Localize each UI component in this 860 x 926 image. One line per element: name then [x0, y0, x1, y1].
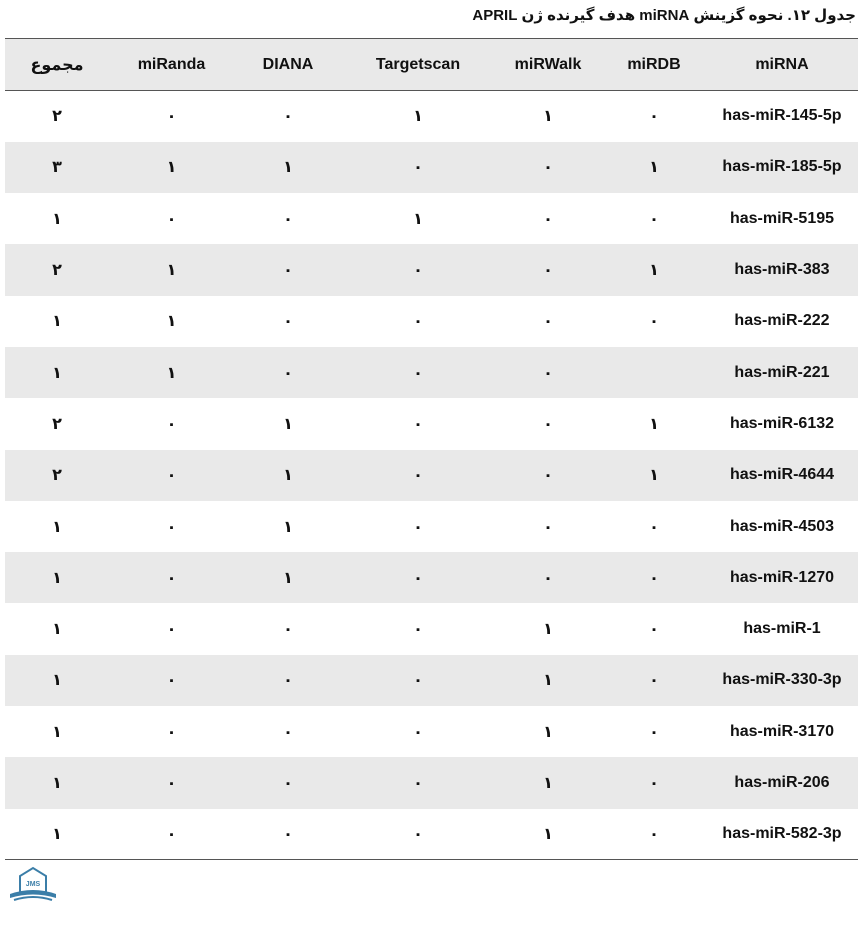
table-row [5, 706, 858, 757]
table-cell: ۰ [413, 518, 423, 536]
table-cell: ۰ [543, 159, 553, 177]
table-row [5, 603, 858, 654]
table-cell: ۱ [543, 672, 553, 690]
table-cell: ۰ [413, 415, 423, 433]
mirna-name-cell: has-miR-221 [734, 363, 830, 381]
table-cell: ۱ [649, 467, 659, 485]
table-cell: ۱ [52, 518, 62, 536]
table-cell: ۱ [166, 159, 177, 177]
logo-text: JMS [25, 881, 41, 888]
mirna-name-cell: has-miR-3170 [729, 722, 835, 740]
table-cell: ۰ [413, 775, 423, 792]
table-cell: ۱ [543, 108, 553, 126]
table-cell: ۰ [283, 672, 293, 690]
mirna-name-cell: has-miR-1 [743, 620, 821, 638]
table-cell: ۰ [413, 313, 423, 331]
table-row [5, 655, 858, 706]
table-cell: ۰ [166, 108, 177, 126]
table-cell: ۰ [166, 210, 177, 228]
column-header: DIANA [234, 39, 342, 91]
table-cell: ۱ [649, 159, 659, 177]
table-cell: ۲ [52, 108, 62, 126]
table-cell: ۱ [166, 262, 177, 280]
table-cell: ۰ [166, 467, 177, 485]
mirna-name-cell: has-miR-145-5p [722, 107, 842, 125]
table-cell: ۱ [649, 262, 659, 280]
table-cell: ۱ [283, 415, 293, 433]
table-cell: ۱ [52, 364, 62, 382]
column-header: miRDB [602, 39, 706, 91]
table-cell: ۰ [543, 262, 553, 280]
mirna-name-cell: has-miR-222 [734, 312, 830, 330]
table-cell: ۱ [413, 108, 423, 126]
table-cell: ۲ [52, 415, 62, 433]
table-cell: ۰ [413, 723, 423, 741]
table-cell: ۱ [52, 723, 62, 741]
table-row [5, 193, 858, 244]
column-header: miRWalk [494, 39, 602, 91]
table-cell: ۱ [5, 809, 109, 860]
table-cell: ۰ [166, 415, 177, 433]
mirna-name-cell: has-miR-1270 [729, 568, 835, 586]
table-row [5, 501, 858, 552]
table-cell: ۰ [283, 313, 293, 331]
table-row [5, 450, 858, 501]
table-cell: ۰ [283, 108, 293, 126]
table-row [5, 347, 858, 398]
table-cell: ۰ [543, 210, 553, 228]
mirna-table [5, 38, 858, 860]
table-cell: ۰ [649, 313, 659, 331]
table-cell: ۰ [166, 569, 177, 587]
table-cell: ۰ [413, 262, 423, 280]
table-row [5, 91, 858, 142]
table-cell: ۰ [109, 809, 234, 860]
table-cell: ۰ [166, 672, 177, 690]
column-header: Targetscan [342, 39, 494, 91]
table-cell: ۱ [52, 672, 62, 690]
table-cell: ۱ [52, 569, 62, 587]
table-cell: ۰ [234, 809, 342, 860]
table-cell: ۰ [166, 621, 177, 639]
mirna-name-cell: has-miR-5195 [729, 209, 835, 227]
table-cell: ۰ [413, 672, 423, 690]
table-header-row [5, 39, 858, 91]
column-header: miRanda [109, 39, 234, 91]
table-cell: ۱ [413, 210, 423, 228]
table-cell: ۰ [166, 518, 177, 536]
table-cell: ۰ [166, 723, 177, 741]
table-cell: ۰ [342, 809, 494, 860]
table-cell: ۰ [543, 364, 553, 382]
table-cell: ۰ [543, 518, 553, 536]
table-cell: ۱ [52, 621, 62, 639]
table-cell: ۱ [283, 569, 293, 587]
table-cell: ۱ [283, 467, 293, 485]
table-cell: ۱ [283, 159, 293, 177]
table-row [5, 142, 858, 193]
table-cell: ۰ [543, 569, 553, 587]
table-cell: ۱ [494, 809, 602, 860]
table-cell: ۰ [283, 775, 293, 792]
mirna-name-cell: has-miR-4503 [729, 517, 835, 535]
table-row [5, 244, 858, 295]
table-cell: ۰ [283, 621, 293, 639]
table-cell: ۱ [166, 364, 177, 382]
column-header: miRNA [706, 39, 858, 91]
table-cell: ۲ [52, 467, 62, 485]
table-cell: ۱ [543, 723, 553, 741]
table-row [5, 398, 858, 449]
table-cell: ۰ [649, 672, 659, 690]
table-cell: ۰ [543, 415, 553, 433]
table-cell: ۱ [283, 518, 293, 536]
mirna-name-cell: has-miR-206 [734, 774, 830, 791]
table-cell: ۱ [543, 775, 553, 792]
table-cell: ۱ [52, 210, 62, 228]
table-cell: ۰ [649, 569, 659, 587]
table-cell: ۰ [543, 313, 553, 331]
table-caption: جدول ۱۲. نحوه گزینش miRNA هدف گیرنده ژن APRIL [472, 7, 856, 24]
mirna-name-cell: has-miR-185-5p [722, 158, 842, 176]
table-cell: ۱ [52, 775, 62, 792]
table-cell: ۰ [649, 775, 659, 792]
mirna-name-cell: has-miR-383 [734, 261, 830, 279]
table-cell: ۰ [166, 775, 177, 792]
table-cell: ۰ [602, 809, 706, 860]
table-row [5, 296, 858, 347]
mirna-name-cell: has-miR-6132 [729, 414, 835, 432]
mirna-name-cell: has-miR-330-3p [722, 671, 842, 689]
table-cell: ۰ [283, 210, 293, 228]
table-cell: ۰ [283, 262, 293, 280]
column-header: مجموع [5, 39, 109, 91]
table-cell: ۰ [649, 621, 659, 639]
table-cell: ۰ [649, 210, 659, 228]
table-cell: ۱ [649, 415, 659, 433]
table-cell: ۰ [283, 723, 293, 741]
table-cell: ۰ [413, 159, 423, 177]
table-row [5, 809, 858, 860]
table-cell: ۱ [166, 313, 177, 331]
table-cell: ۳ [52, 159, 62, 177]
mirna-name-cell: has-miR-4644 [729, 466, 835, 484]
table-cell: ۰ [649, 518, 659, 536]
table-cell: ۰ [413, 621, 423, 639]
table-cell: ۰ [413, 364, 423, 382]
table-row [5, 757, 858, 808]
mirna-name-cell: has-miR-582-3p [706, 809, 858, 860]
journal-logo-icon [6, 864, 60, 906]
table-cell: ۰ [283, 364, 293, 382]
table-cell: ۰ [413, 467, 423, 485]
table-cell: ۱ [52, 313, 62, 331]
table-cell: ۱ [543, 621, 553, 639]
table-body [5, 91, 858, 860]
table-row [5, 552, 858, 603]
table-cell: ۰ [413, 569, 423, 587]
table-cell: ۰ [649, 723, 659, 741]
table-cell [602, 347, 706, 398]
table-cell: ۰ [543, 467, 553, 485]
table-cell: ۰ [649, 108, 659, 126]
table-cell: ۲ [52, 262, 62, 280]
